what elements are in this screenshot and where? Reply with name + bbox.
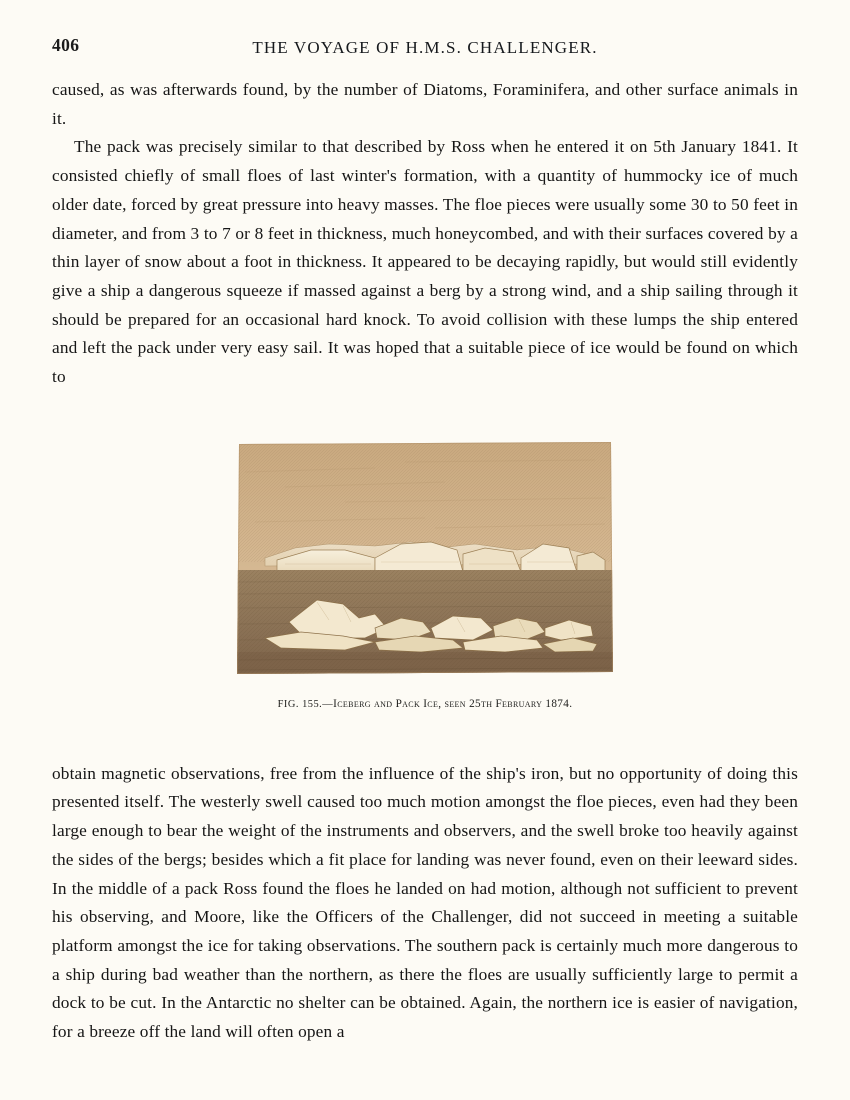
paragraph-2: The pack was precisely similar to that described by Ross when he entered it on 5th January 1841. It consisted chiefly of small floes of last winter's formation, with a quantity of hummocky ice of much older date, forced by great pressure into heavy masses. The floe pieces were usually some 30 to 50 feet in diameter, and from 3 to 7 or 8 feet in thickness, much honeycombed, and with their surfaces covered by a thin layer of snow about a foot in thickness. It appeared to be decaying rapidly, but would still evidently give a ship a dangerous squeeze if massed against a berg by a strong wind, and a ship sailing through it should be prepared for an occasional hard knock. To avoid collision with these lumps the ship entered and left the pack under very easy sail. It was hoped that a suitable piece of ice would be found on which to	[52, 137, 798, 387]
paragraph-3: obtain magnetic observations, free from the influence of the ship's iron, but no opportunity of doing this presented itself. The westerly swell caused too much motion amongst the floe pieces, even had they been large enough to bear the weight of the instruments and observers, and the swell broke too heavily against the sides of the bergs; besides which a fit place for landing was never found, even on their leeward sides. In the middle of a pack Ross found the floes he landed on had motion, although not sufficient to prevent his observing, and Moore, like the Officers of the Challenger, did not succeed in meeting a suitable platform amongst the ice for taking observations. The southern pack is certainly much more dangerous to a ship during bad weather than the northern, as there the floes are usually sufficiently large to permit a dock to be cut. In the Antarctic no shelter can be obtained. Again, the northern ice is easier of navigation, for a breeze off the land will often open a	[52, 763, 798, 1042]
page-header	[52, 0, 798, 64]
paragraph-1: caused, as was afterwards found, by the number of Diatoms, Foraminifera, and other surface animals in it.	[52, 80, 798, 128]
figure-caption	[52, 698, 798, 710]
figure-caption-text: Iceberg and Pack Ice, seen 25th February 1874.	[333, 697, 573, 710]
figure-image-wrap	[225, 432, 625, 682]
figure-block	[52, 432, 798, 710]
engraving-iceberg-and-pack-ice	[225, 432, 625, 682]
figure-label: FIG. 155.—	[277, 698, 334, 710]
page-number: 406	[52, 35, 80, 55]
running-title: THE VOYAGE OF H.M.S. CHALLENGER.	[252, 38, 598, 57]
bottom-text-block	[52, 760, 798, 1047]
top-text-block	[52, 76, 798, 392]
